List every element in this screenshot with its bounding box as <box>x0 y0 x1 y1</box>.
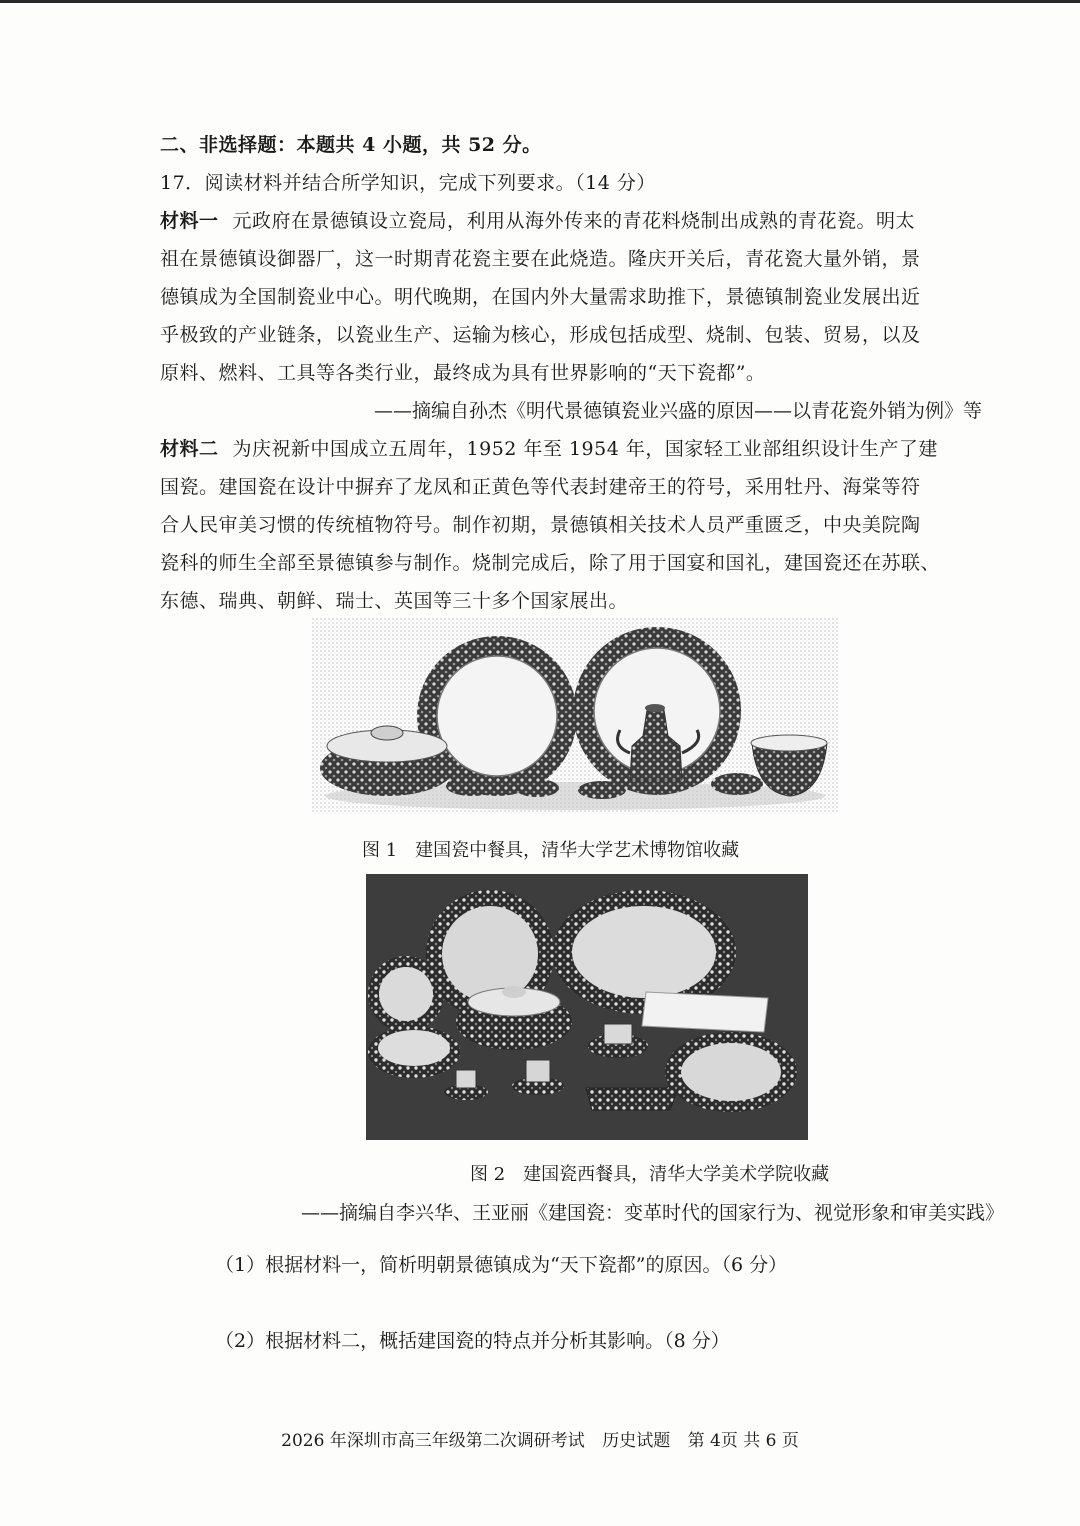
material-1-line-3: 德镇成为全国制瓷业中心。明代晚期，在国内外大量需求助推下，景德镇制瓷业发展出近 <box>160 286 921 308</box>
figure-2-caption: 图 2 建国瓷西餐具，清华大学美术学院收藏 <box>470 1164 830 1185</box>
figure-1-chinese-tableware-photo <box>312 618 838 814</box>
material-2-line-3: 合人民审美习惯的传统植物符号。制作初期，景德镇相关技术人员严重匮乏，中央美院陶 <box>160 514 921 536</box>
material-1-source: ——摘编自孙杰《明代景德镇瓷业兴盛的原因——以青花瓷外销为例》等 <box>373 400 982 422</box>
footer-exam-name: 2026 年深圳市高三年级第二次调研考试 <box>281 1431 585 1451</box>
sub-question-2: （2）根据材料二，概括建国瓷的特点并分析其影响。（8 分） <box>215 1330 730 1352</box>
page-footer <box>0 1426 1080 1451</box>
material-2-line-1 <box>160 434 938 461</box>
material-1-line-4: 乎极致的产业链条，以瓷业生产、运输为核心，形成包括成型、烧制、包装、贸易，以及 <box>160 324 921 346</box>
material-1-line-2: 祖在景德镇设御器厂，这一时期青花瓷主要在此烧造。隆庆开关后，青花瓷大量外销，景 <box>160 248 921 270</box>
material-2-line-2: 国瓷。建国瓷在设计中摒弃了龙凤和正黄色等代表封建帝王的符号，采用牡丹、海棠等符 <box>160 476 921 498</box>
figure-1-caption: 图 1 建国瓷中餐具，清华大学艺术博物馆收藏 <box>362 840 740 861</box>
material-1-label: 材料一 <box>160 210 219 232</box>
material-2-label: 材料二 <box>160 438 219 460</box>
material-2-source: ——摘编自李兴华、王亚丽《建国瓷：变革时代的国家行为、视觉形象和审美实践》 <box>300 1202 1004 1224</box>
footer-page-number: 第 4页 共 6 页 <box>687 1431 799 1451</box>
scan-top-edge <box>0 0 1080 3</box>
figure-2-western-tableware-photo <box>366 874 808 1140</box>
question-17-prompt: 17．阅读材料并结合所学知识，完成下列要求。（14 分） <box>160 172 656 194</box>
material-1-line-5: 原料、燃料、工具等各类行业，最终成为具有世界影响的“天下瓷都”。 <box>160 362 766 384</box>
material-2-line-4: 瓷科的师生全部至景德镇参与制作。烧制完成后，除了用于国宴和国礼，建国瓷还在苏联、 <box>160 552 941 574</box>
material-1-line-1 <box>160 206 915 233</box>
material-2-text: 为庆祝新中国成立五周年，1952 年至 1954 年，国家轻工业部组织设计生产了建 <box>232 438 938 460</box>
footer-subject: 历史试题 <box>602 1431 671 1451</box>
material-1-text: 元政府在景德镇设立瓷局，利用从海外传来的青花料烧制出成熟的青花瓷。明太 <box>232 210 916 232</box>
material-2-line-5: 东德、瑞典、朝鲜、瑞士、英国等三十多个国家展出。 <box>160 590 629 612</box>
sub-question-1: （1）根据材料一，简析明朝景德镇成为“天下瓷都”的原因。（6 分） <box>215 1254 788 1276</box>
section-heading: 二、非选择题：本题共 4 小题，共 52 分。 <box>160 134 542 156</box>
